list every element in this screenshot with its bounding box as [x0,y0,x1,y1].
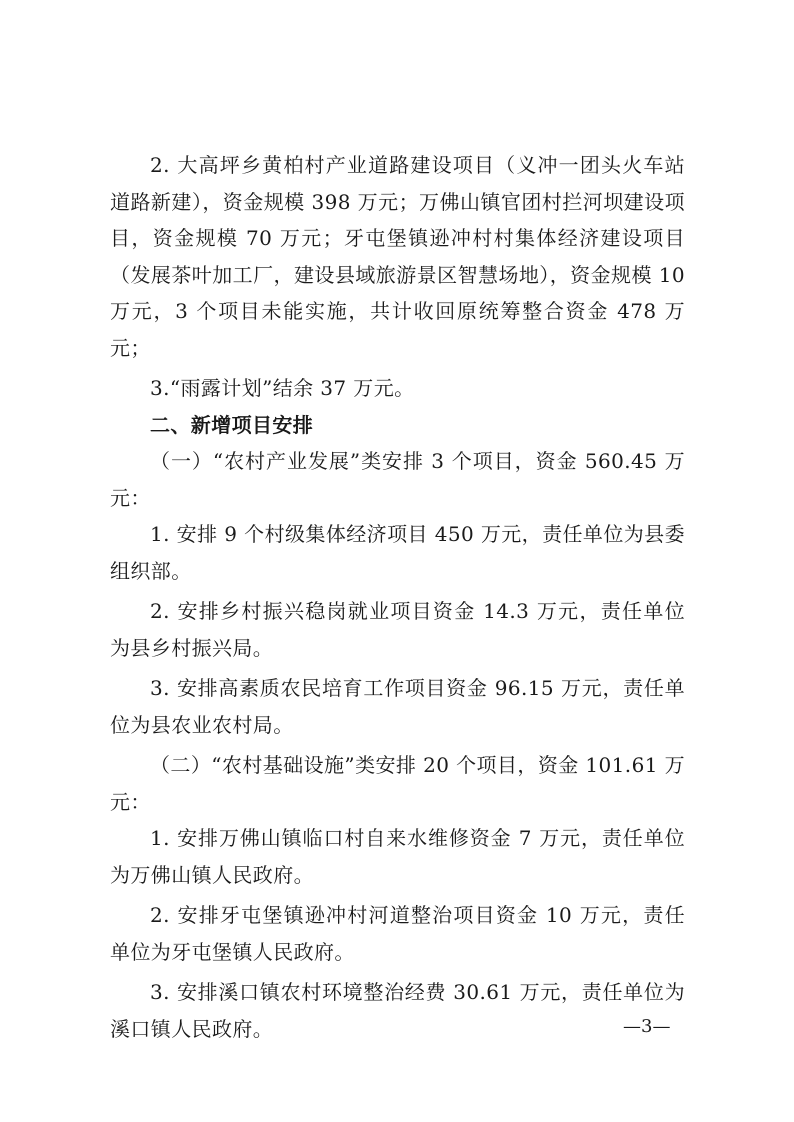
page-number: —3— [623,1016,671,1037]
list-item-farmer-training: 3. 安排高素质农民培育工作项目资金 96.15 万元，责任单位为县农业农村局。 [110,676,685,737]
subsection-rural-industry: （一）“农村产业发展”类安排 3 个项目，资金 560.45 万元： [110,449,685,510]
section-heading-new-projects: 二、新增项目安排 [150,412,314,437]
document-body [110,147,685,1047]
list-item-water-repair: 1. 安排万佛山镇临口村自来水维修资金 7 万元，责任单位为万佛山镇人民政府。 [110,826,685,887]
paragraph-item-3-yulu-plan: 3.“雨露计划”结余 37 万元。 [150,376,415,400]
list-item-village-collective: 1. 安排 9 个村级集体经济项目 450 万元，责任单位为县委组织部。 [110,522,685,583]
list-item-employment: 2. 安排乡村振兴稳岗就业项目资金 14.3 万元，责任单位为县乡村振兴局。 [110,599,685,660]
paragraph-item-2-cancelled-projects: 2. 大高坪乡黄柏村产业道路建设项目（义冲一团头火车站道路新建），资金规模 398 万元；万佛山镇官团村拦河坝建设项目，资金规模 70 万元；牙屯堡镇逊冲村村集体经济建设项目（发展茶叶加工厂，建设县域旅游景区智慧场地），资金规模 10 万元，3 个项目未能实施，共计收回原统筹整合资金 478 万元； [110,153,685,360]
subsection-rural-infrastructure: （二）“农村基础设施”类安排 20 个项目，资金 101.61 万元： [110,753,685,814]
list-item-environment-treatment: 3. 安排溪口镇农村环境整治经费 30.61 万元，责任单位为溪口镇人民政府。 [110,980,685,1041]
list-item-river-treatment: 2. 安排牙屯堡镇逊冲村河道整治项目资金 10 万元，责任单位为牙屯堡镇人民政府。 [110,903,685,964]
